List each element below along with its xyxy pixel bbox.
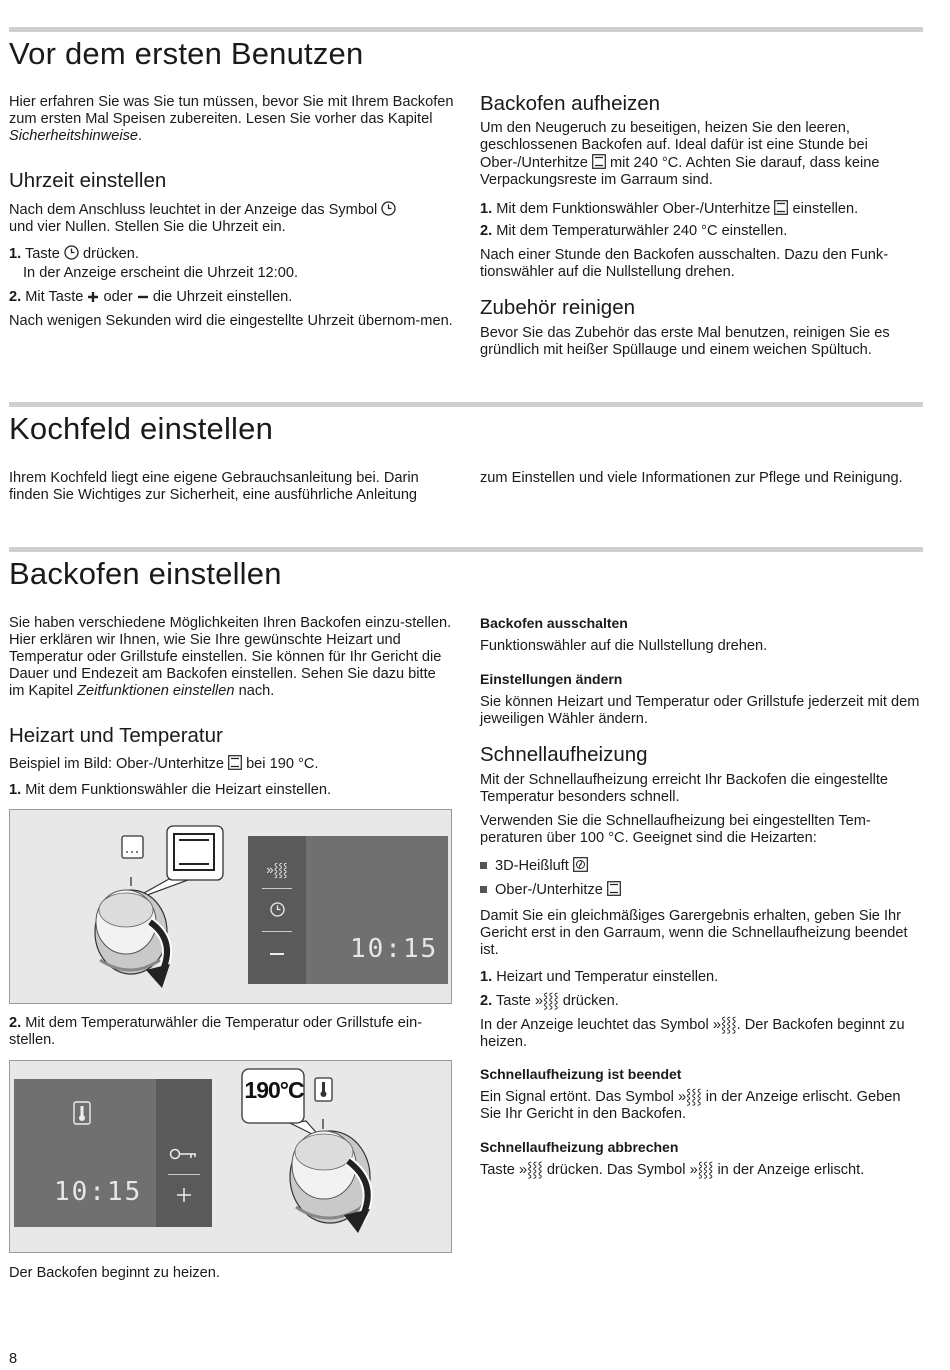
rapid-heat-icon: »⸾⸾⸾ bbox=[266, 862, 288, 877]
figure-function-selector bbox=[9, 809, 452, 1004]
paragraph: zum Einstellen und viele Informationen zur Pflege und Reinigung. bbox=[480, 470, 903, 486]
rapid-heat-icon: »⸾⸾⸾ bbox=[689, 1162, 714, 1178]
list-item: 1. Heizart und Temperatur einstellen. bbox=[480, 969, 719, 985]
temperature-knob-illustration bbox=[10, 1061, 451, 1252]
clock-icon bbox=[64, 245, 79, 260]
section-rule bbox=[9, 402, 923, 407]
subsection-title: Backofen aufheizen bbox=[480, 92, 661, 115]
paragraph: Verwenden Sie die Schnellaufheizung bei eingestellten Tem-peraturen über 100 °C. Geeignet sind die Heizarten: bbox=[480, 813, 871, 846]
paragraph: Der Backofen beginnt zu heizen. bbox=[9, 1265, 220, 1281]
subsection-title: Backofen ausschalten bbox=[480, 615, 628, 631]
list-item: 2. Mit dem Temperaturwähler 240 °C einstellen. bbox=[480, 223, 788, 239]
minus-icon bbox=[137, 291, 149, 303]
clock-icon bbox=[270, 902, 285, 917]
paragraph: Bevor Sie das Zubehör das erste Mal benutzen, reinigen Sie es gründlich mit heißer Spüllauge und einem weichen Spültuch. bbox=[480, 325, 890, 358]
paragraph: Ein Signal ertönt. Das Symbol »⸾⸾⸾ in der Anzeige erlischt. Geben Sie Ihr Gericht in den Backofen. bbox=[480, 1089, 901, 1122]
paragraph: Um den Neugeruch zu beseitigen, heizen Sie den leeren, geschlossenen Backofen auf. Ideal dafür ist eine Stunde bei Ober-/Unterhitze mit 240 °C. Achten Sie darauf, dass keine Verpackungsreste im Garraum sind. bbox=[480, 120, 880, 188]
subsection-title: Uhrzeit einstellen bbox=[9, 169, 167, 192]
plus-icon bbox=[87, 291, 99, 303]
rapid-heat-icon: »⸾⸾⸾ bbox=[518, 1162, 543, 1178]
paragraph: Mit der Schnellaufheizung erreicht Ihr Backofen die eingestellte Temperatur besonders schnell. bbox=[480, 772, 889, 805]
paragraph: Nach wenigen Sekunden wird die eingestellte Uhrzeit übernom-men. bbox=[9, 313, 453, 329]
rapid-heat-icon: »⸾⸾⸾ bbox=[712, 1017, 737, 1033]
section-rule bbox=[9, 27, 923, 32]
section-rule bbox=[9, 547, 923, 552]
subsection-title: Heizart und Temperatur bbox=[9, 724, 223, 747]
subsection-title: Schnellaufheizung ist beendet bbox=[480, 1066, 682, 1082]
subsection-title: Einstellungen ändern bbox=[480, 671, 623, 687]
subsection-title: Schnellaufheizung abbrechen bbox=[480, 1139, 679, 1155]
bullet-item: Ober-/Unterhitze bbox=[480, 881, 621, 899]
display-time: 10:15 bbox=[350, 934, 439, 964]
section-title: Kochfeld einstellen bbox=[9, 411, 274, 446]
3d-hot-air-icon bbox=[573, 857, 588, 872]
list-item-sub: In der Anzeige erscheint die Uhrzeit 12:00. bbox=[23, 265, 299, 281]
list-item: 2. Mit Taste oder die Uhrzeit einstellen. bbox=[9, 289, 293, 305]
top-bottom-heat-icon bbox=[592, 154, 606, 169]
paragraph: Damit Sie ein gleichmäßiges Garergebnis erhalten, geben Sie Ihr Gericht erst in den Garraum, wenn die Schnellaufheizung beendet ist. bbox=[480, 908, 908, 958]
clock-icon bbox=[381, 201, 396, 216]
display bbox=[306, 836, 448, 984]
paragraph: Beispiel im Bild: Ober-/Unterhitze bei 190 °C. bbox=[9, 756, 319, 772]
paragraph: Funktionswähler auf die Nullstellung drehen. bbox=[480, 638, 768, 654]
control-panel bbox=[248, 836, 306, 984]
list-item: 2. Taste »⸾⸾⸾ drücken. bbox=[480, 993, 619, 1009]
page-number: 8 bbox=[9, 1351, 18, 1367]
paragraph: Nach dem Anschluss leuchtet in der Anzeige das Symbol und vier Nullen. Stellen Sie die Uhrzeit ein. bbox=[9, 201, 454, 236]
top-bottom-heat-icon bbox=[607, 881, 621, 896]
paragraph: In der Anzeige leuchtet das Symbol »⸾⸾⸾. Der Backofen beginnt zu heizen. bbox=[480, 1017, 905, 1050]
paragraph: Ihrem Kochfeld liegt eine eigene Gebrauchsanleitung bei. Darin finden Sie Wichtiges zur Sicherheit, eine ausführliche Anleitung bbox=[9, 470, 419, 503]
subsection-title: Zubehör reinigen bbox=[480, 296, 635, 319]
display-time: 10:15 bbox=[54, 1177, 143, 1207]
minus-icon bbox=[270, 953, 284, 955]
figure-temperature-selector bbox=[9, 1060, 452, 1253]
list-item: 1. Mit dem Funktionswähler Ober-/Unterhitze einstellen. bbox=[480, 201, 859, 217]
rapid-heat-icon: »⸾⸾⸾ bbox=[534, 993, 559, 1009]
list-item: 2. Mit dem Temperaturwähler die Temperatur oder Grillstufe ein-stellen. bbox=[9, 1015, 423, 1048]
list-item: 1. Mit dem Funktionswähler die Heizart einstellen. bbox=[9, 782, 332, 798]
intro-paragraph: Sie haben verschiedene Möglichkeiten Ihren Backofen einzu-stellen. Hier erklären wir Ihnen, wie Sie Ihre gewünschte Heizart und Temperatur oder Grillstufe einstellen. Sie können für Ihr Gericht die Dauer und Endezeit am Backofen einstellen. Sehen Sie dazu bitte im Kapitel Zeitfunktionen einstellen nach. bbox=[9, 615, 452, 699]
bullet-item: 3D-Heißluft bbox=[480, 857, 588, 875]
list-item: 1. Taste drücken. bbox=[9, 246, 139, 262]
top-bottom-heat-icon bbox=[774, 200, 788, 215]
paragraph: Taste »⸾⸾⸾ drücken. Das Symbol »⸾⸾⸾ in der Anzeige erlischt. bbox=[480, 1162, 865, 1178]
rapid-heat-icon: »⸾⸾⸾ bbox=[677, 1089, 702, 1105]
subsection-title: Schnellaufheizung bbox=[480, 743, 648, 766]
top-bottom-heat-icon bbox=[228, 755, 242, 770]
paragraph: Nach einer Stunde den Backofen ausschalten. Dazu den Funk-tionswähler auf die Nullstellung drehen. bbox=[480, 247, 889, 280]
temperature-label: 190°C bbox=[244, 1077, 304, 1103]
section-title: Vor dem ersten Benutzen bbox=[9, 36, 364, 71]
intro-paragraph: Hier erfahren Sie was Sie tun müssen, bevor Sie mit Ihrem Backofen zum ersten Mal Speisen zubereiten. Lesen Sie vorher das Kapitel Sicherheitshinweise. bbox=[9, 94, 454, 144]
section-title: Backofen einstellen bbox=[9, 556, 282, 591]
paragraph: Sie können Heizart und Temperatur oder Grillstufe jederzeit mit dem jeweiligen Wähler ändern. bbox=[480, 694, 920, 727]
